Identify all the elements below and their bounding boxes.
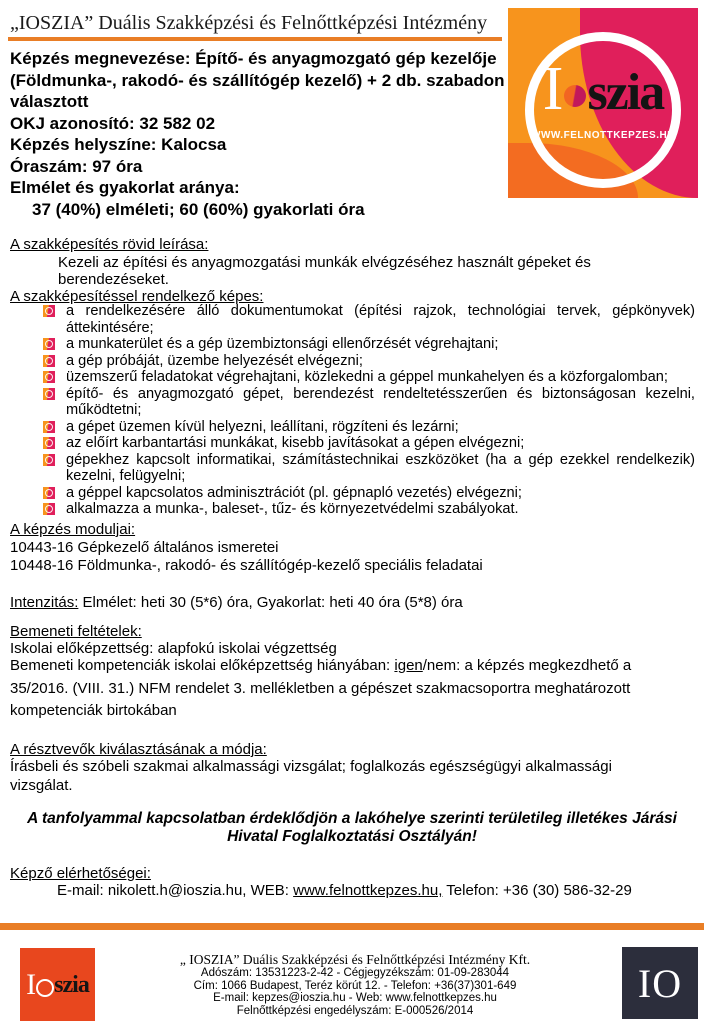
selection-body: Írásbeli és szóbeli szakmai alkalmassági vizsgálat; foglalkozás egészségügyi alkalmassági vizsgálat. [10, 758, 612, 794]
list-item [43, 435, 695, 452]
contact-line [57, 882, 632, 899]
ioszia-logo [508, 8, 698, 198]
bullet-logo-icon [43, 338, 55, 350]
footer-logo-letters-szia: szia [54, 971, 89, 998]
footer-ioszia-logo [20, 948, 95, 1021]
list-item [43, 303, 695, 336]
list-item [43, 336, 695, 353]
bullet-logo-icon [43, 355, 55, 367]
logo-o-icon [564, 85, 586, 107]
list-item [43, 386, 695, 419]
list-item [43, 369, 695, 386]
section-heading-selection: A résztvevők kiválasztásának a módja: [10, 741, 267, 758]
contact-phone-text: Telefon: +36 (30) 586-32-29 [442, 882, 632, 899]
logo-letter-i: I [542, 55, 564, 123]
section-heading-modules: A képzés moduljai: [10, 521, 136, 538]
section-heading-capabilities: A szakképesítéssel rendelkező képes: [10, 288, 264, 305]
list-item [43, 419, 695, 436]
okj-id: OKJ azonosító: 32 582 02 [10, 113, 216, 133]
course-location: Képzés helyszíne: Kalocsa [10, 135, 227, 154]
list-item-text: gépekhez kapcsolt informatikai, számítástechnikai eszközöket (ha a gép ezekkel rendelkezik) kezelni, felügyelni; [66, 451, 695, 484]
list-item-text: a rendelkezésére álló dokumentumokat (építési rajzok, technológiai tervek, gépkönyvek) áttekintésére; [66, 303, 695, 336]
footer-rule [0, 923, 704, 930]
footer-email-line: E-mail: kepzes@ioszia.hu - Web: www.felnottkepzes.hu [213, 992, 497, 1005]
footer-company-name: „ IOSZIA” Duális Szakképzési és Felnőttképzési Intézmény Kft. [179, 952, 531, 967]
course-summary [10, 48, 515, 220]
header-rule [8, 37, 502, 41]
entry-line-schooling: Iskolai előképzettség: alapfokú iskolai végzettség [10, 640, 337, 657]
bullet-logo-icon [43, 487, 55, 499]
list-item-text: építő- és anyagmozgató gépet, berendezést rendeltetésszerűen és biztonságosan kezelni, működtetni; [66, 385, 695, 418]
footer-company-block [100, 952, 610, 1017]
course-name: Képzés megnevezése: Építő- és anyagmozgató gép kezelője (Földmunka-, rakodó- és szállítógép kezelő) + 2 db. szabadon választott [10, 49, 505, 111]
list-item [43, 353, 695, 370]
list-item-text: a gép próbáját, üzembe helyezését elvégezni; [66, 352, 363, 369]
intensity-label: Intenzitás: [10, 594, 79, 611]
list-item [43, 452, 695, 485]
contact-notice: A tanfolyammal kapcsolatban érdeklődjön a lakóhelye szerinti területileg illetékes Járási Hivatal Foglalkoztatási Osztályán! [27, 810, 677, 845]
entry-competencies-paragraph [10, 655, 670, 723]
bullet-logo-icon [43, 371, 55, 383]
list-item-text: üzemszerű feladatokat végrehajtani, közlekedni a géppel munkahelyen és a közforgalomban; [66, 369, 668, 385]
footer-tax-line: Adószám: 13531223-2-42 - Cégjegyzékszám: 01-09-283044 [200, 967, 510, 979]
module-item: 10448-16 Földmunka-, rakodó- és szállítógép-kezelő speciális feladatai [10, 557, 483, 574]
list-item [43, 501, 695, 518]
entry-para-suffix: /nem: a képzés megkezdhető a 35/2016. (VIII. 31.) NFM rendelet 3. mellékletben a gépészet szakmacsoportra meghatározott kompetenciák birtokában [10, 657, 632, 719]
footer-io-logo [622, 947, 698, 1019]
course-hours: Óraszám: 97 óra [10, 156, 143, 176]
intensity-text: Elmélet: heti 30 (5*6) óra, Gyakorlat: heti 40 óra (5*8) óra [78, 594, 463, 611]
list-item [43, 485, 695, 502]
section-heading-entry: Bemeneti feltételek: [10, 623, 142, 640]
short-description-body: Kezeli az építési és anyagmozgatási munkák elvégzéséhez használt gépeket és berendezéseket. [58, 254, 591, 288]
bullet-logo-icon [43, 454, 55, 466]
contact-email-text: E-mail: nikolett.h@ioszia.hu, WEB: [57, 882, 294, 899]
ratio-value: 37 (40%) elméleti; 60 (60%) gyakorlati óra [32, 199, 365, 219]
footer-logo-letter-i: I [26, 967, 37, 1001]
bullet-logo-icon [43, 421, 55, 433]
list-item-text: a gépet üzemen kívül helyezni, leállítani, rögzíteni és lezárni; [66, 418, 459, 435]
intensity-line [10, 594, 463, 611]
logo-letters-szia: szia [587, 64, 664, 121]
logo-wordmark [508, 55, 698, 123]
entry-para-prefix: Bemeneti kompetenciák iskolai előképzettség hiányában: [10, 657, 395, 674]
list-item-text: a géppel kapcsolatos adminisztrációt (pl. gépnapló vezetés) elvégezni; [66, 484, 522, 501]
module-item: 10443-16 Gépkezelő általános ismeretei [10, 539, 279, 556]
footer-logo-o-icon [36, 979, 54, 997]
bullet-logo-icon [43, 305, 55, 317]
list-item-text: a munkaterület és a gép üzembiztonsági ellenőrzését végrehajtani; [66, 336, 499, 352]
bullet-logo-icon [43, 503, 55, 515]
footer-io-letters: IO [637, 960, 683, 1006]
list-item-text: az előírt karbantartási munkákat, kisebb javításokat a gépen elvégezni; [66, 435, 525, 451]
logo-url-text: WWW.FELNOTTKEPZES.HU [531, 130, 675, 141]
section-heading-short-description: A szakképesítés rövid leírása: [10, 236, 209, 253]
bullet-logo-icon [43, 388, 55, 400]
list-item-text: alkalmazza a munka-, baleset-, tűz- és környezetvédelmi szabályokat. [66, 501, 519, 517]
bullet-logo-icon [43, 437, 55, 449]
ratio-label: Elmélet és gyakorlat aránya: [10, 178, 240, 197]
page-title: „IOSZIA” Duális Szakképzési és Felnőttképzési Intézmény [10, 12, 488, 34]
section-heading-contact: Képző elérhetőségei: [10, 865, 151, 882]
footer-address-line: Cím: 1066 Budapest, Teréz körút 12. - Telefon: +36(37)301-649 [193, 979, 517, 992]
website-link[interactable]: www.felnottkepzes.hu, [293, 882, 443, 899]
capabilities-list [43, 303, 695, 518]
footer-license-line: Felnőttképzési engedélyszám: E-000526/2014 [236, 1004, 474, 1017]
entry-para-yes: igen [394, 657, 423, 674]
